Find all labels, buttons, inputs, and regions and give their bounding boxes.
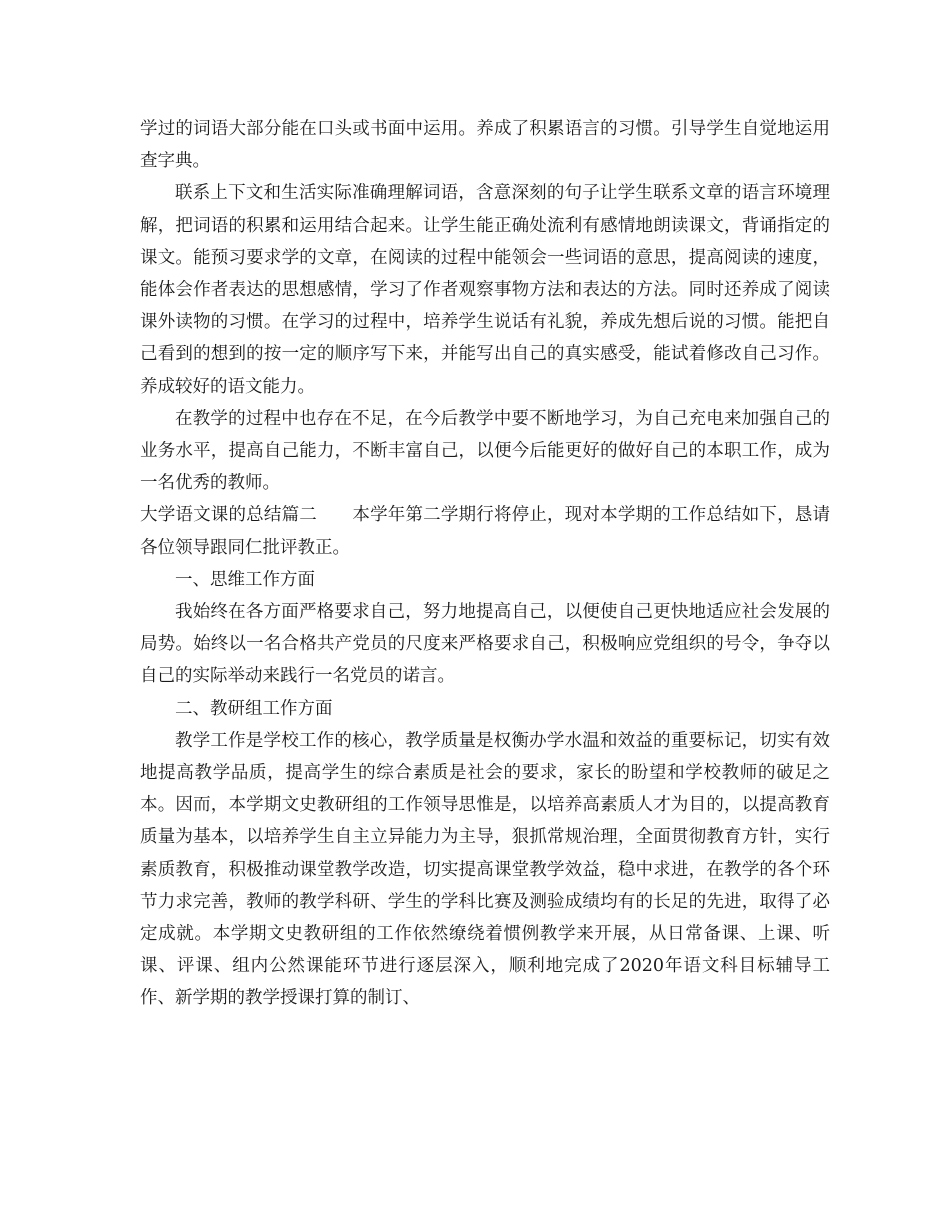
subheading-teaching-research: 二、教研组工作方面	[175, 698, 333, 719]
paragraph-2: 联系上下文和生活实际准确理解词语，含意深刻的句子让学生联系文章的语言环境理解，把词语的积累和运用结合起来。让学生能正确处流利有感情地朗读课文，背诵指定的课文。能预习要求学的文章，在阅读的过程中能领会一些词语的意思，提高阅读的速度，能体会作者表达的思想感情，学习了作者观察事物方法和表达的方法。同时还养成了阅读课外读物的习惯。在学习的过程中，培养学生说话有礼貌，养成先想后说的习惯。能把自己看到的想到的按一定的顺序写下来，并能写出自己的真实感受，能试着修改自己习作。养成较好的语文能力。	[140, 183, 830, 397]
paragraph-thinking-work: 我始终在各方面严格要求自己，努力地提高自己，以便使自己更快地适应社会发展的局势。始终以一名合格共产党员的尺度来严格要求自己，积极响应党组织的号令，争夺以自己的实际举动来践行一名党员的诺言。	[140, 602, 830, 687]
section-heading-part-two: 大学语文课的总结篇二 本学年第二学期行将停止，现对本学期的工作总结如下，恳请各位领导跟同仁批评教正。	[140, 505, 830, 558]
paragraph-teaching-research: 教学工作是学校工作的核心，教学质量是权衡办学水温和效益的重要标记，切实有效地提高教学品质，提高学生的综合素质是社会的要求，家长的盼望和学校教师的破足之本。因而，本学期文史教研组的工作领导思惟是，以培养高素质人才为目的，以提高教育质量为基本，以培养学生自主立异能力为主导，狠抓常规治理，全面贯彻教育方针，实行素质教育，积极推动课堂教学改造，切实提高课堂教学效益，稳中求进，在教学的各个环节力求完善，教师的教学科研、学生的学科比赛及测验成绩均有的长足的先进，取得了必定成就。本学期文史教研组的工作依然缭绕着惯例教学来开展，从日常备课、上课、听课、评课、组内公然课能环节进行逐层深入，顺利地完成了2020年语文科目标辅导工作、新学期的教学授课打算的制订、	[140, 730, 830, 1009]
paragraph-1: 学过的词语大部分能在口头或书面中运用。养成了积累语言的习惯。引导学生自觉地运用查字典。	[140, 119, 830, 172]
document-body	[140, 113, 830, 1015]
subheading-thinking-work: 一、思维工作方面	[175, 569, 315, 590]
paragraph-3: 在教学的过程中也存在不足，在今后教学中要不断地学习，为自己充电来加强自己的业务水平，提高自己能力，不断丰富自己，以便今后能更好的做好自己的本职工作，成为一名优秀的教师。	[140, 408, 830, 494]
